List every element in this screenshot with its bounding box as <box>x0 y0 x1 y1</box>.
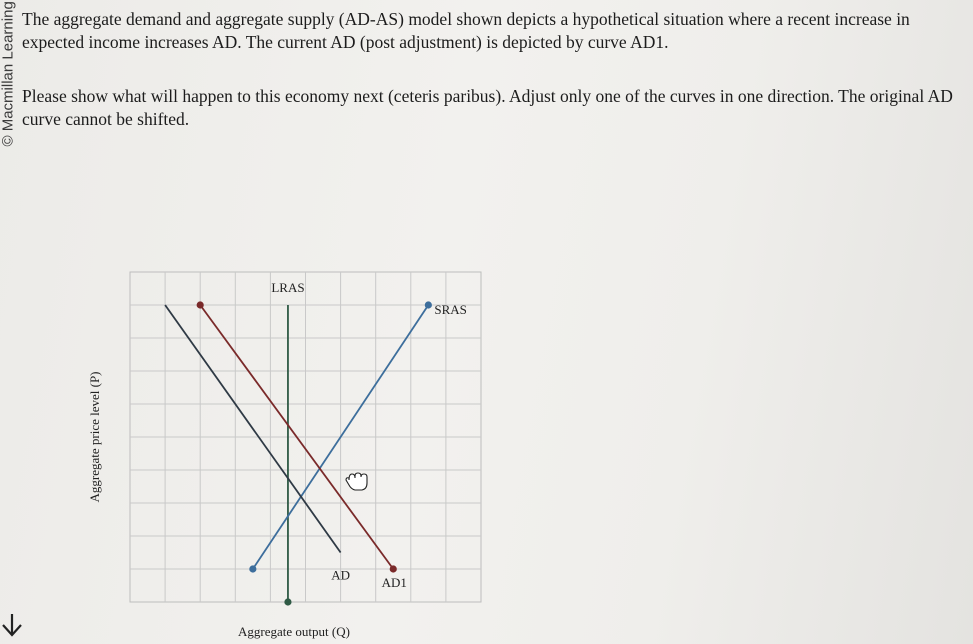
cursor-hand-shape <box>346 473 367 490</box>
hand-cursor-icon <box>346 473 367 490</box>
lras-handle[interactable] <box>284 598 291 605</box>
ad1-handle[interactable] <box>197 301 204 308</box>
y-axis-label: Aggregate price level (P) <box>87 371 102 503</box>
sras-handle[interactable] <box>425 301 432 308</box>
chart-grid <box>130 272 481 602</box>
ad-curve[interactable] <box>165 305 341 553</box>
ad1-handle[interactable] <box>390 565 397 572</box>
sras-label: SRAS <box>434 302 467 317</box>
chart-series[interactable] <box>165 301 432 605</box>
x-axis-label: Aggregate output (Q) <box>238 624 350 639</box>
ad1-label: AD1 <box>381 575 407 590</box>
question-paragraph-1: The aggregate demand and aggregate supply (AD-AS) model shown depicts a hypothetical situation where a recent increase in expected income increases AD. The current AD (post adjustment) is depicted by curve AD1. <box>22 9 910 52</box>
ad-label: AD <box>331 567 350 583</box>
copyright-watermark: © Macmillan Learning <box>0 1 17 147</box>
sras-handle[interactable] <box>249 565 256 572</box>
question-paragraph-2: Please show what will happen to this economy next (ceteris paribus). Adjust only one of the curves in one direction. The original AD curve cannot be shifted. <box>22 86 953 129</box>
lras-label: LRAS <box>271 280 305 295</box>
scroll-down-arrow-icon[interactable] <box>0 600 34 644</box>
